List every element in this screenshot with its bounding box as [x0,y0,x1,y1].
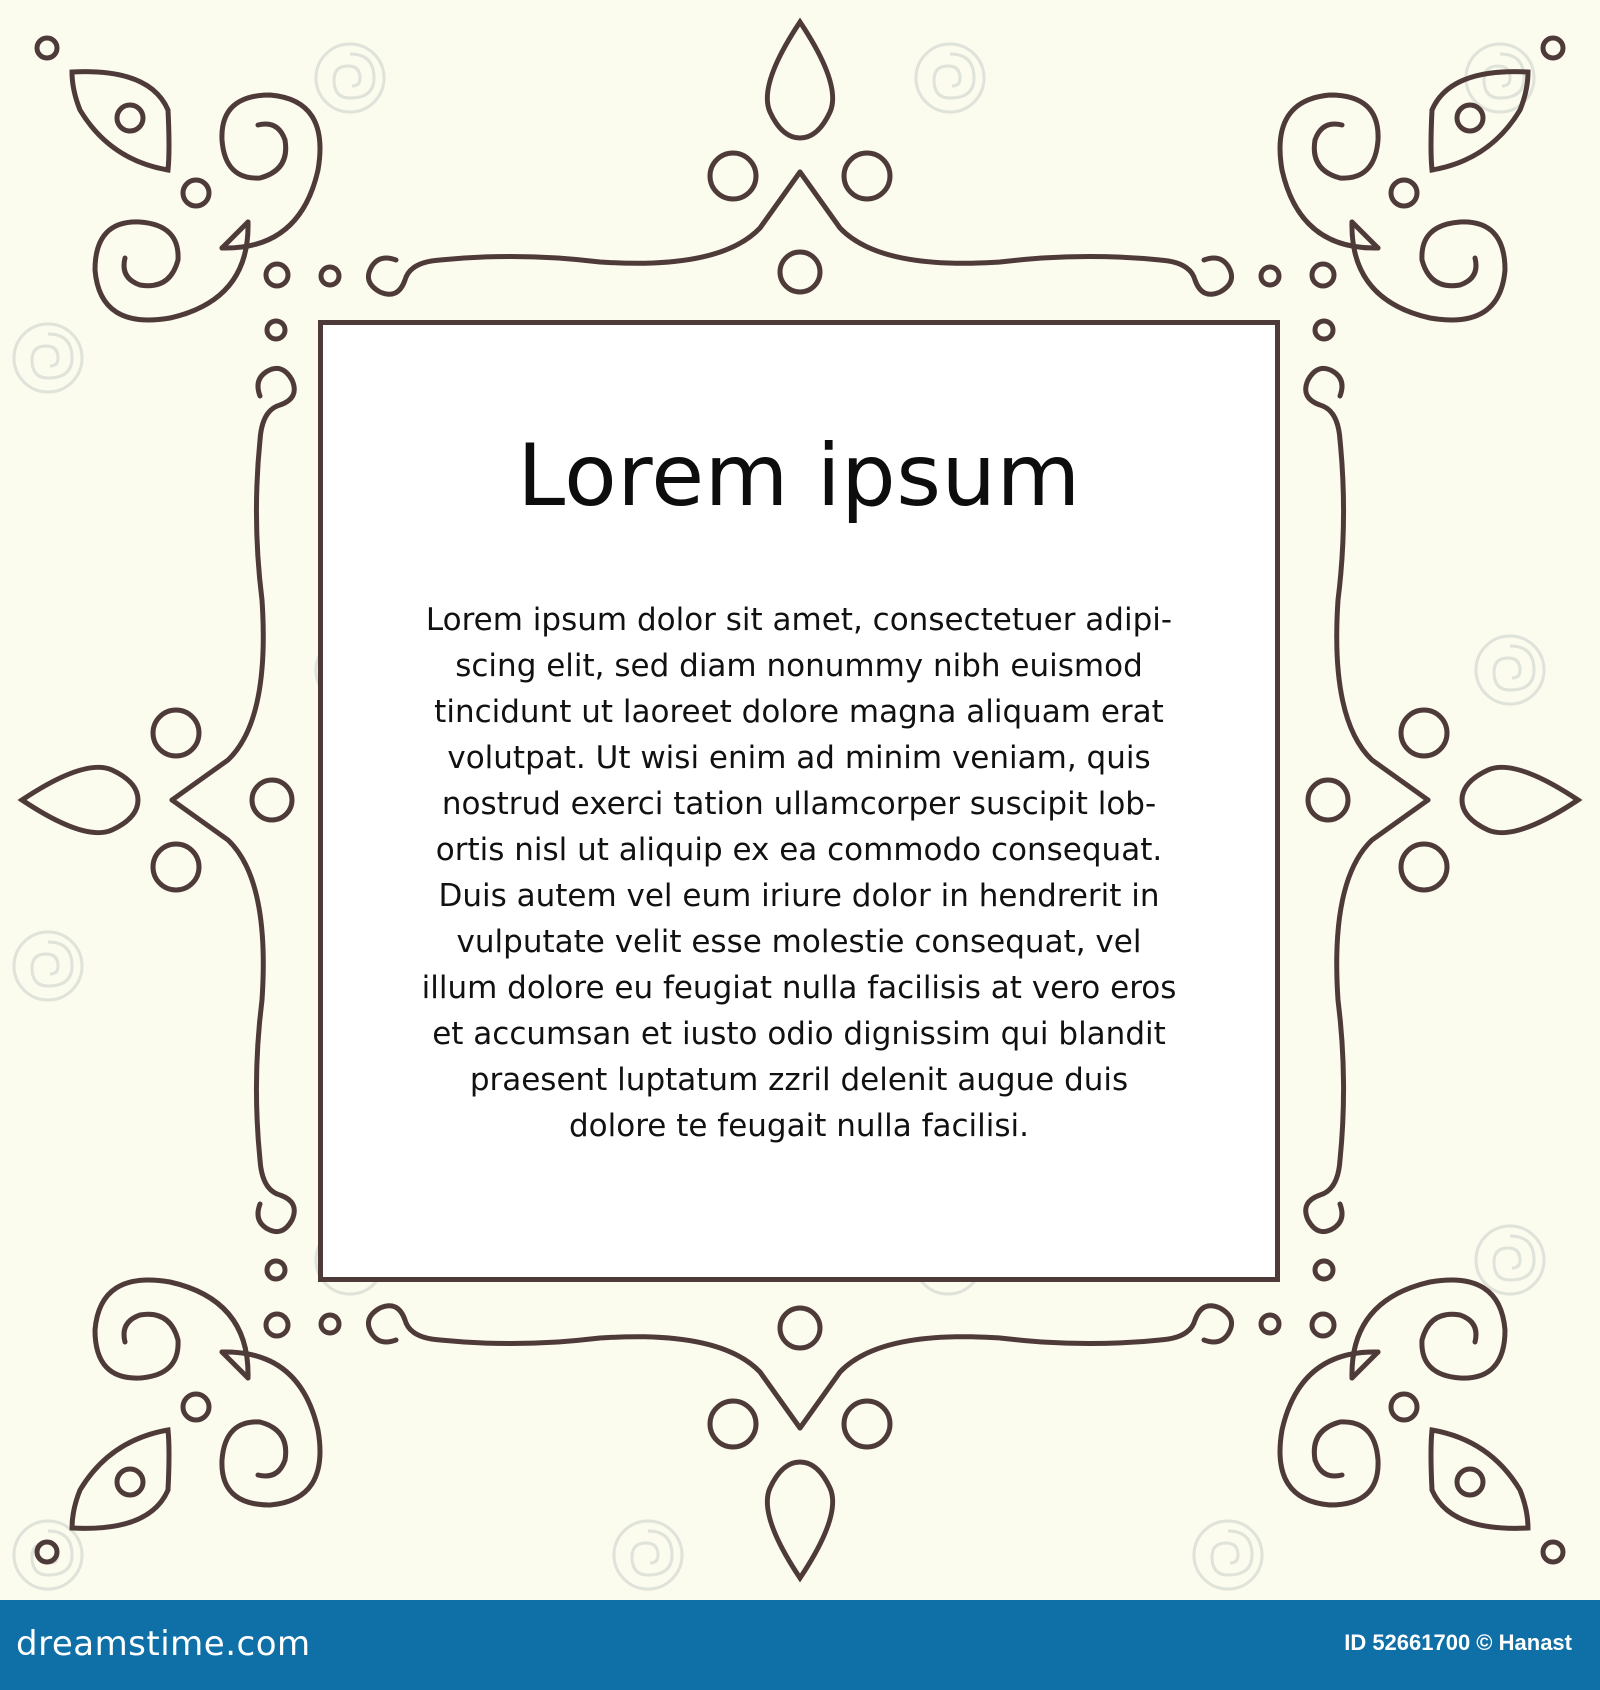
right-centre-ornament [1306,368,1578,1231]
body-line: ortis nisl ut aliquip ex ea commodo consequat. [435,832,1163,868]
panel-title: Lorem ipsum [517,426,1081,526]
body-line: vulputate velit esse molestie consequat, vel [456,924,1142,960]
top-centre-ornament [368,22,1231,294]
body-line: Duis autem vel eum iriure dolor in hendrerit in [438,878,1160,914]
body-line: volutpat. Ut wisi enim ad minim veniam, quis [447,740,1151,776]
body-line: praesent luptatum zzril delenit augue duis [469,1062,1129,1098]
bottom-centre-ornament [368,1306,1231,1578]
body-line: illum dolore eu feugiat nulla facilisis at vero eros [421,970,1177,1006]
stock-id-label: ID 52661700 © Hanast [1344,1630,1572,1655]
body-line: et accumsan et iusto odio dignissim qui blandit [432,1016,1166,1052]
corner-ornament-bottom-right [1261,1261,1563,1562]
corner-ornament-bottom-left [37,1261,339,1562]
body-line: Lorem ipsum dolor sit amet, consectetuer adipi- [425,602,1173,638]
text-panel [318,320,1280,1282]
left-centre-ornament [22,368,294,1231]
body-line: tincidunt ut laoreet dolore magna aliquam erat [434,694,1164,730]
body-line: dolore te feugait nulla facilisi. [568,1108,1029,1144]
footer-bar [0,1600,1600,1690]
panel-body-text [413,597,1185,1149]
body-line: scing elit, sed diam nonummy nibh euismod [455,648,1143,684]
site-logo[interactable]: dreamstime.com [16,1624,311,1664]
body-line: nostrud exerci tation ullamcorper suscipit lob- [441,786,1157,822]
corner-ornament-top-left [37,38,339,339]
corner-ornament-top-right [1261,38,1563,339]
